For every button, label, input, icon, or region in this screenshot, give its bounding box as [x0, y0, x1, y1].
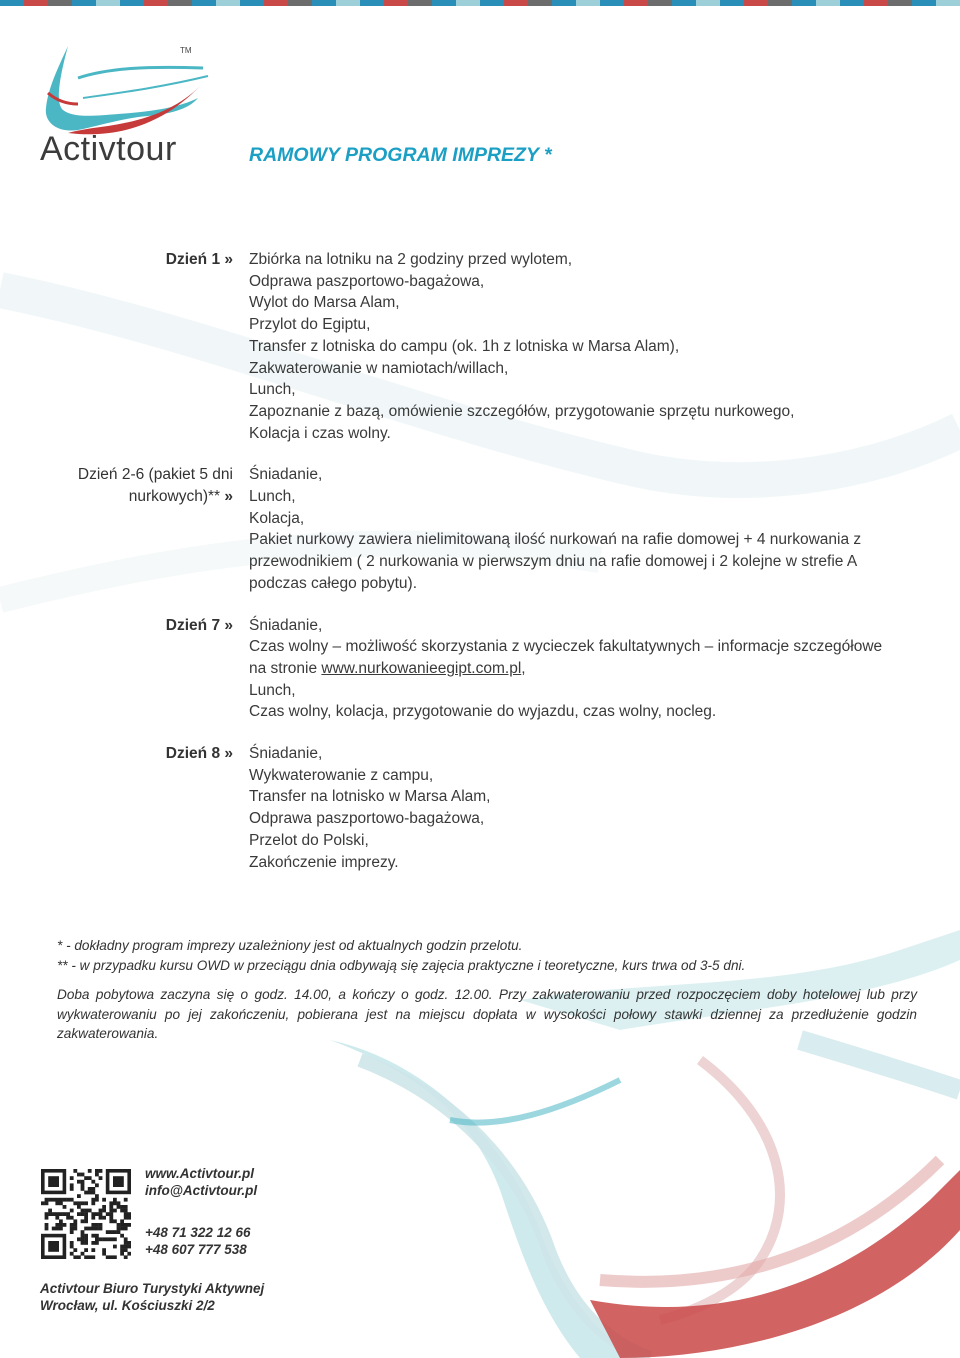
day-label-text: nurkowych)** [128, 488, 221, 506]
page-title: RAMOWY PROGRAM IMPREZY * [249, 144, 552, 166]
website-text[interactable]: www.Activtour.pl [145, 1166, 255, 1181]
day-item-with-link [249, 658, 929, 680]
program-day [0, 249, 960, 444]
program-list [0, 249, 960, 893]
day-item: Lunch, [249, 381, 296, 399]
day-item: Transfer z lotniska do campu (ok. 1h z lotniska w Marsa Alam), [249, 337, 680, 355]
contact-info [145, 1165, 257, 1258]
logo-wordmark: Activtour [40, 130, 177, 168]
day-item: przewodnikiem ( 2 nurkowania w pierwszym dniu na rafie domowej i 2 kolejne w strefie A [249, 553, 858, 571]
day-item: Zapoznanie z bazą, omówienie szczegółów, przygotowanie sprzętu nurkowego, [249, 402, 795, 420]
footnote-2: ** - w przypadku kursu OWD w przeciągu dnia odbywają się zajęcia praktyczne i teoretyczne, kurs trwa od 3-5 dni. [57, 957, 746, 973]
day-item: Czas wolny, kolacja, przygotowanie do wyjazdu, czas wolny, nocleg. [249, 703, 717, 721]
day-arrow: » [220, 488, 233, 506]
day-label [0, 615, 233, 724]
day-items [233, 743, 929, 873]
day-item: Kolacja i czas wolny. [249, 424, 391, 442]
program-day [0, 464, 960, 594]
phone-2: +48 607 777 538 [145, 1242, 247, 1257]
day-item: Lunch, [249, 681, 296, 699]
company-address [40, 1280, 264, 1314]
company-name: Activtour Biuro Turystyki Aktywnej [40, 1281, 265, 1296]
program-day [0, 743, 960, 873]
website-link[interactable]: www.nurkowanieegipt.com.pl [321, 659, 522, 677]
email-text[interactable]: info@Activtour.pl [145, 1183, 258, 1198]
day-items [233, 615, 929, 724]
day-item: podczas całego pobytu). [249, 574, 418, 592]
day-arrow: » [220, 745, 233, 763]
day-item: Przelot do Polski, [249, 831, 369, 849]
day-item: Odprawa paszportowo-bagażowa, [249, 272, 485, 290]
day-item: Zbiórka na lotniku na 2 godziny przed wylotem, [249, 251, 573, 268]
program-day [0, 615, 960, 724]
day-item: Zakończenie imprezy. [249, 853, 399, 871]
link-prefix: na stronie [249, 659, 322, 677]
day-label-text: Dzień 7 [165, 616, 221, 634]
day-item: Śniadanie, [249, 466, 323, 484]
company-street: Wrocław, ul. Kościuszki 2/2 [40, 1298, 215, 1313]
day-item: Pakiet nurkowy zawiera nielimitowaną ilość nurkowań na rafie domowej + 4 nurkowania z [249, 531, 862, 549]
day-label [0, 249, 233, 444]
day-item: Lunch, [249, 488, 296, 506]
day-label-text: Dzień 8 [165, 745, 221, 763]
day-item: Zakwaterowanie w namiotach/willach, [249, 359, 509, 377]
day-item: Transfer na lotnisko w Marsa Alam, [249, 788, 491, 806]
day-label-text: Dzień 1 [165, 251, 221, 268]
day-item: Wylot do Marsa Alam, [249, 294, 400, 312]
day-item: Odprawa paszportowo-bagażowa, [249, 810, 485, 828]
day-arrow: » [220, 251, 233, 268]
day-item: Czas wolny – możliwość skorzystania z wycieczek fakultatywnych – informacje szczegółowe [249, 638, 883, 656]
phone-1: +48 71 322 12 66 [145, 1225, 251, 1240]
footnotes [57, 936, 917, 1044]
day-items [233, 249, 929, 444]
day-item: Śniadanie, [249, 616, 323, 634]
day-item: Kolacja, [249, 509, 305, 527]
day-items [233, 464, 929, 594]
day-arrow: » [220, 616, 233, 634]
qr-code-icon [41, 1169, 131, 1259]
stay-policy-note: Doba pobytowa zaczyna się o godz. 14.00, a kończy o godz. 12.00. Przy zakwaterowaniu przed rozpoczęciem doby hotelowej lub przy wykwaterowaniu po jej zakończeniu, pobierana jest na miejscu dopłata w wysokości połowy stawki dziennej za przedłużenie godzin zakwaterowania. [57, 987, 917, 1041]
day-label [0, 464, 233, 594]
footnote-1: * - dokładny program imprezy uzależniony jest od aktualnych godzin przelotu. [57, 938, 523, 953]
link-suffix: , [521, 659, 526, 677]
day-label-text: Dzień 2-6 (pakiet 5 dni [77, 466, 233, 484]
logo-trademark: TM [180, 46, 192, 55]
day-item: Wykwaterowanie z campu, [249, 766, 434, 784]
activtour-logo [38, 38, 218, 173]
day-label [0, 743, 233, 873]
day-item: Śniadanie, [249, 745, 323, 763]
day-item: Przylot do Egiptu, [249, 316, 371, 334]
